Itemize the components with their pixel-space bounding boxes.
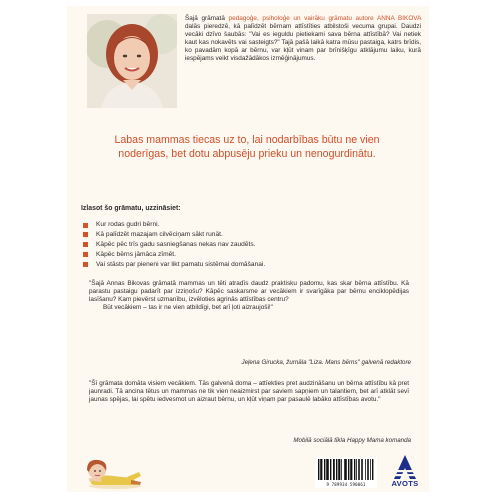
book-back-cover <box>67 6 429 492</box>
review-quote-1-text-end: Būt vecākiem – tas ir ne vien atbildīgi, bet arī ļoti aizraujoši!" <box>103 303 273 311</box>
intro-paragraph <box>185 15 421 62</box>
list-item-text: Kur rodas gudri bērni. <box>96 221 160 228</box>
bullet-square-icon <box>83 252 88 257</box>
list-item <box>83 240 265 250</box>
intro-text-start: Šajā grāmatā <box>185 15 229 22</box>
list-item <box>83 220 265 230</box>
bullet-square-icon <box>83 232 88 237</box>
list-item-text: Kāpēc pēc trīs gadu sasniegšanas nekas nav zaudēts. <box>96 240 256 248</box>
bullet-square-icon <box>83 242 88 247</box>
list-heading: Izlasot šo grāmatu, uzzināsiet: <box>81 205 181 212</box>
isbn-barcode <box>315 457 377 488</box>
list-item-text: Vai stāsts par pieneni var likt pamatu sistēmai domāšanai. <box>96 260 266 268</box>
review-quote-2: "Šī grāmata domāta visiem vecākiem. Tās galvenā doma – attīekties pret audzināšanu un bērna attīstību kā pret jaunradi. Tā ancina tētus un mammas ne tik vien neaizmirst par saviem sapņiem un talantiem, bet arī atklāt sevī jaunas spējas, lai spētu iedvesmot un aizraut bērnu, un kļūt viņam par pasaulē labāko attīstības avotu." <box>89 380 409 403</box>
bullet-square-icon <box>83 223 88 228</box>
review-quote-1 <box>89 280 409 312</box>
list-item <box>83 230 265 240</box>
list-item <box>83 250 265 260</box>
review-attribution-2: Mobilā sociālā tīkla Happy Mama komanda <box>293 437 411 444</box>
tagline: Labas mammas tiecas uz to, lai nodarbības būtu ne vien noderīgas, bet dotu abpusēju prieku un nenogurdinātu. <box>114 134 380 160</box>
list-item <box>83 260 265 270</box>
publisher-logo <box>385 452 425 490</box>
review-attribution-1: Jeļena Girucka, žurnāla "Liza. Mans bērns" galvenā redaktore <box>241 359 411 366</box>
author-highlight: pedagoģe, psiholoģe un vairāku grāmatu autore ANNA BIKOVA <box>228 15 421 22</box>
publisher-name: AVOTS <box>391 479 419 488</box>
list-item-text: Kāpēc bērns jāmāca zīmēt. <box>96 250 176 258</box>
intro-text-rest: dalās pieredzē, kā palīdzēt bērnam attīstīties atbilstoši vecuma grupai. Daudzi vecāki dzīvo šaubās: "Vai es ieguldu pietiekami sava bērna attīstībā? Vai netiek kaut kas nokavēts vai sasteigts?" Tajā pašā laikā katra mūsu pastaiga, katrs brīdis, ko pavadām kopā ar bērnu, var kļūt vinam par brīnišķīgu atklājumu laiku, kurā iespējams veikt visdažādākos izmēģinājumus. <box>185 22 421 62</box>
list-item-text: Kā palīdzēt mazajam cilvēciņam sākt runāt. <box>96 230 223 238</box>
author-photo <box>87 14 177 108</box>
barcode-number: 9 789934 590061 <box>326 482 366 487</box>
girl-illustration <box>81 458 143 492</box>
bullet-square-icon <box>83 262 88 267</box>
review-quote-1-text: "Šajā Annas Bikovas grāmatā mammas un tēti atradīs daudz praktisku padomu, kas skar bērna attīstību. Kā parastu pastaigu padarīt par izziņošu? Kāpēc saskarsme ar vecākiem ir svarīgāka par bērnu enciklopēdijas lasīšanu? Kam pievērst uzmanību, izvēloties agrinās attīstības centru? <box>89 280 409 303</box>
learning-list <box>83 220 265 270</box>
